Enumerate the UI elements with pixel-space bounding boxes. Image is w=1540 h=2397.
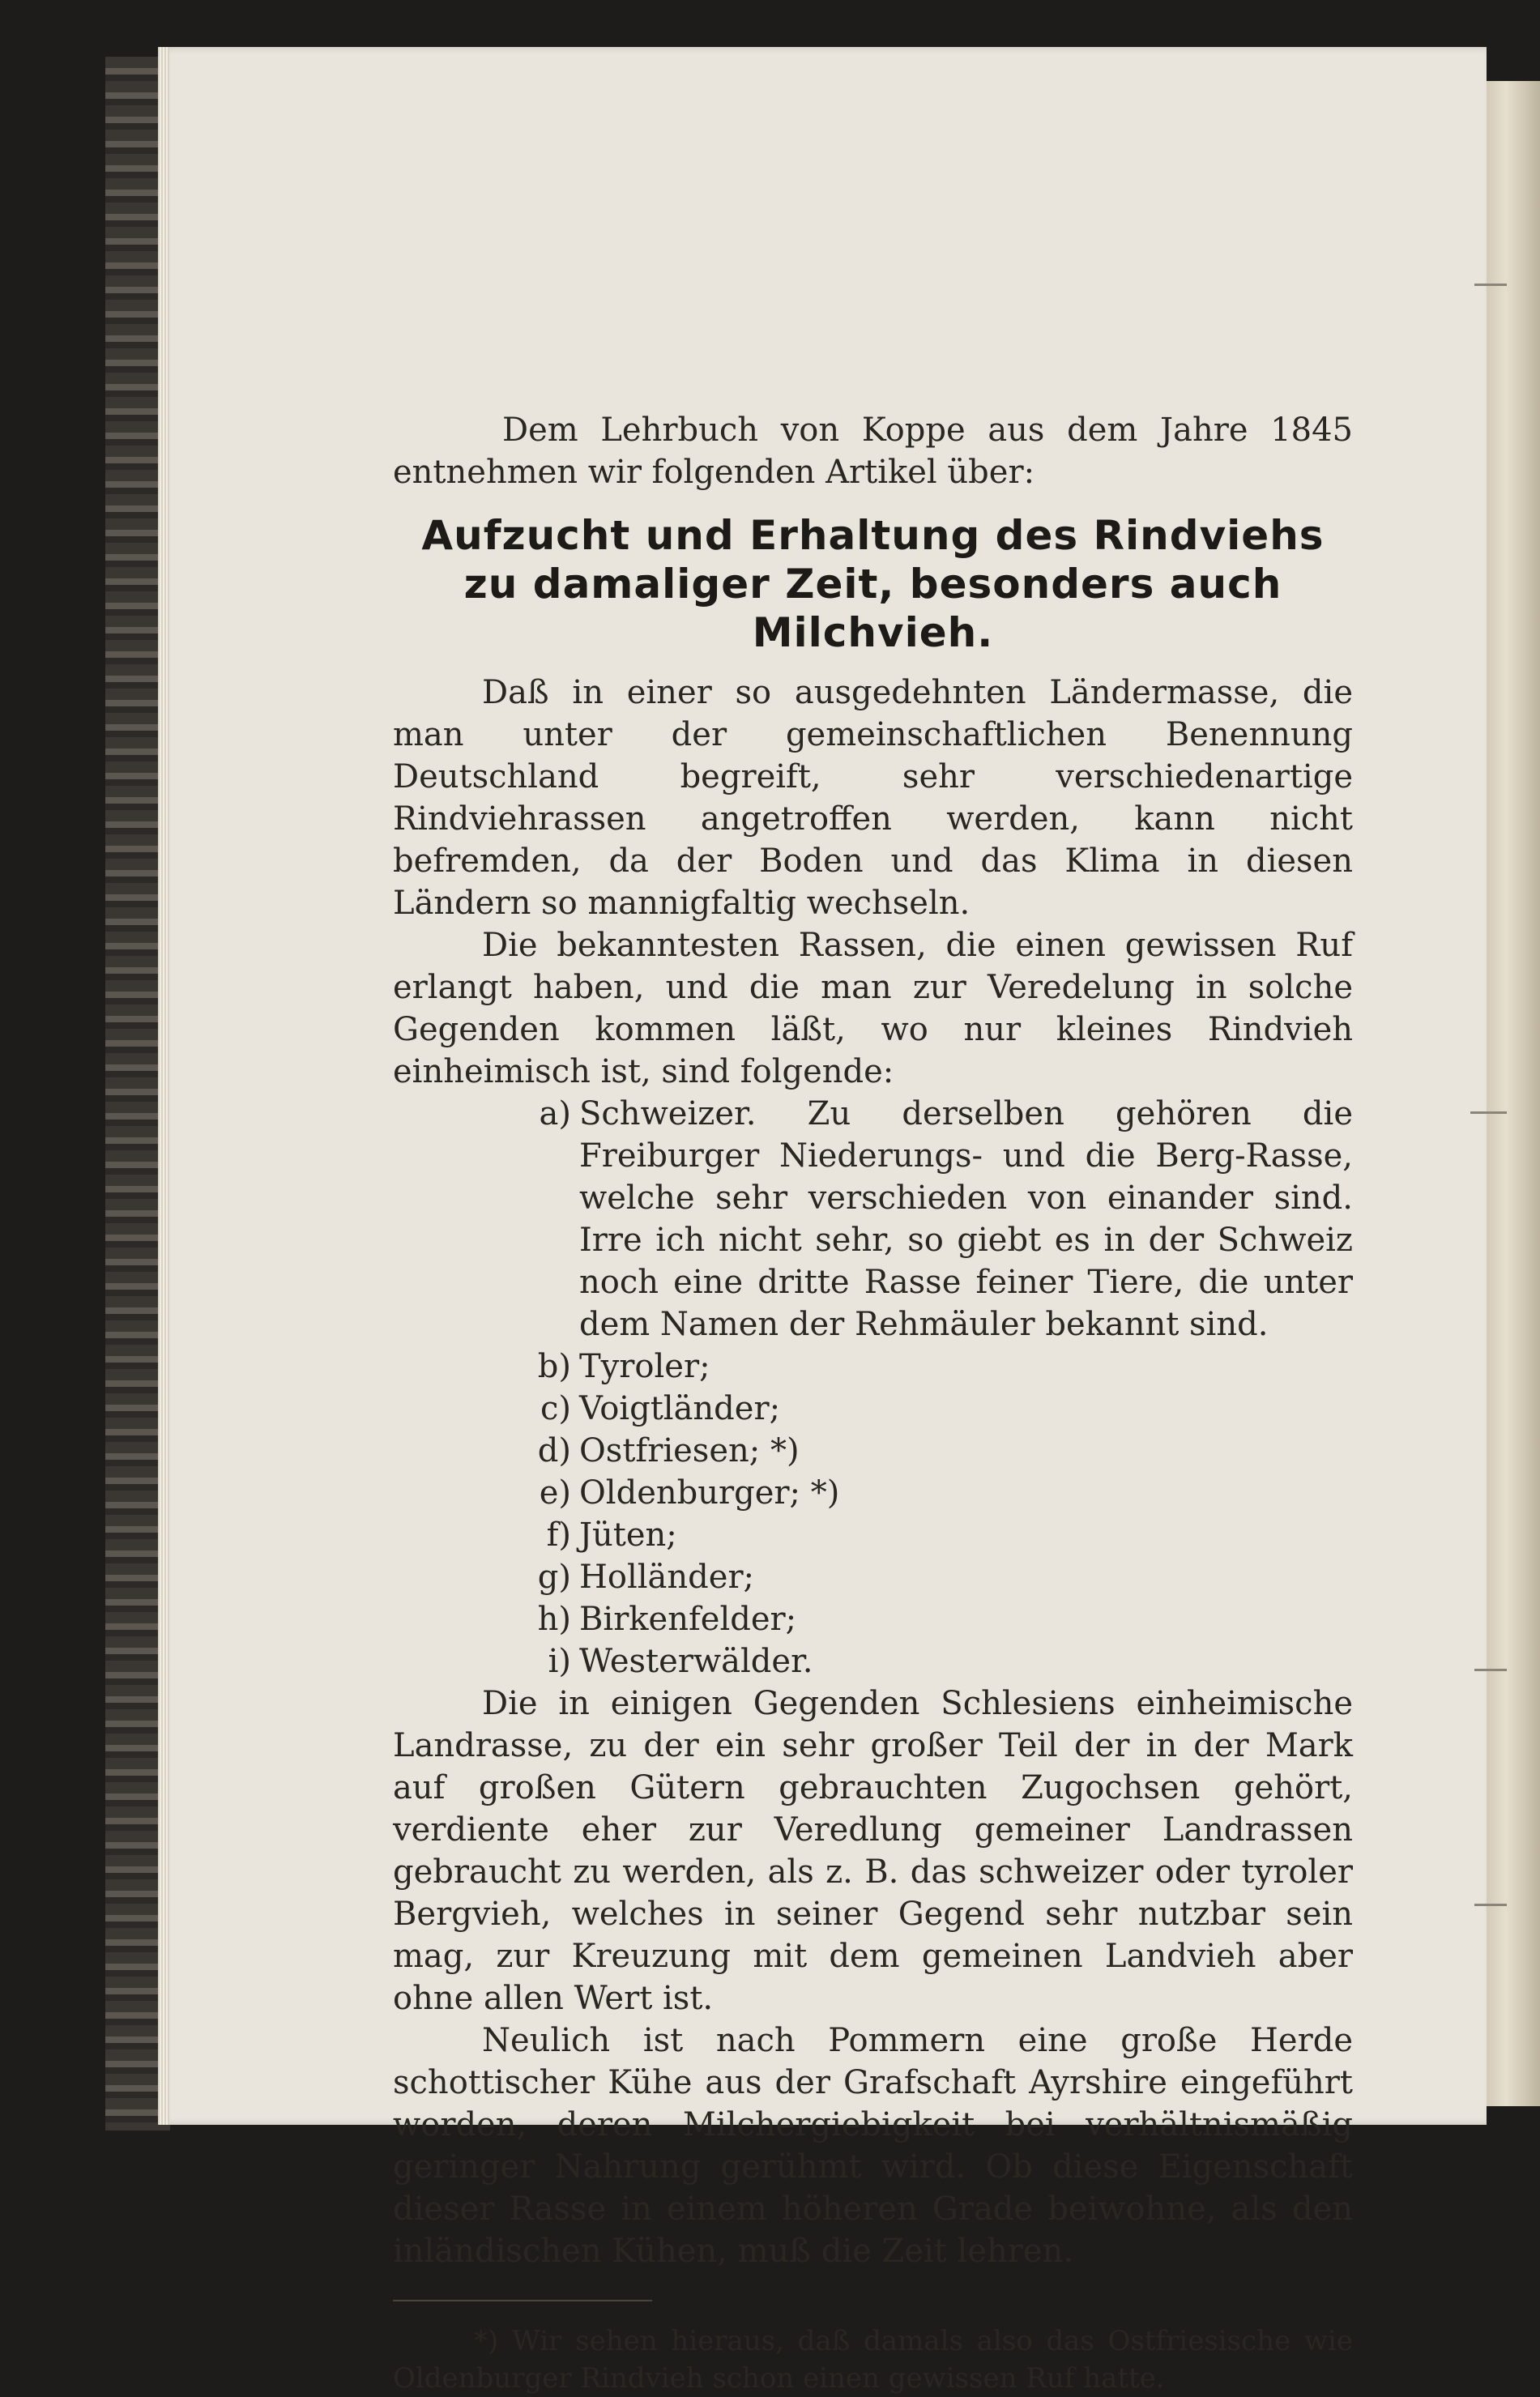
list-item: [529, 1388, 1353, 1430]
page-stack-edge: [158, 47, 169, 2125]
list-text: Schweizer. Zu derselben gehören die Freiburger Niederungs- und die Berg-Rasse, welche sehr verschieden von einander sind. Irre ich nicht sehr, so giebt es in der Schweiz noch eine dritte Rasse feiner Tiere, die unter dem Namen der Rehmäuler bekannt sind.: [579, 1095, 1353, 1343]
list-text: Holländer;: [579, 1559, 755, 1596]
list-marker: h): [537, 1601, 571, 1638]
list-text: Oldenburger; *): [579, 1474, 840, 1512]
list-item: [529, 1556, 1353, 1598]
list-text: Westerwälder.: [579, 1643, 813, 1680]
page-marker-4: [1474, 1904, 1507, 1906]
list-item: [529, 1640, 1353, 1683]
list-text: Voigtländer;: [579, 1390, 781, 1427]
body-paragraph: Die bekanntesten Rassen, die einen gewissen Ruf erlangt haben, und die man zur Veredelung in solche Gegenden kommen läßt, wo nur kleines Rindvieh einheimisch ist, sind folgende:: [393, 927, 1353, 1090]
list-item: [529, 1346, 1353, 1388]
page-marker-2: [1470, 1111, 1507, 1114]
list-marker: a): [539, 1095, 571, 1132]
list-text: Tyroler;: [579, 1348, 710, 1385]
article-heading: Aufzucht und Erhaltung des Rindviehs zu damaliger Zeit, besonders auch Milchvieh.: [421, 512, 1325, 656]
page-text: [393, 409, 1353, 2397]
list-marker: c): [540, 1390, 571, 1427]
list-marker: g): [537, 1559, 571, 1596]
list-text: Jüten;: [579, 1516, 677, 1554]
list-item: [529, 1472, 1353, 1514]
list-marker: d): [537, 1432, 571, 1469]
list-item: [529, 1430, 1353, 1472]
list-text: Birkenfelder;: [579, 1601, 797, 1638]
list-text: Ostfriesen; *): [579, 1432, 800, 1469]
list-marker: e): [539, 1474, 571, 1512]
list-item: [529, 1093, 1353, 1346]
page-marker-1: [1474, 284, 1507, 286]
body-paragraph: Die in einigen Gegenden Schlesiens einheimische Landrasse, zu der ein sehr großer Teil der in der Mark auf großen Gütern gebrauchten Zugochsen gehört, verdiente eher zur Veredlung gemeiner Landrassen gebraucht zu werden, als z. B. das schweizer oder tyroler Bergvieh, welches in seiner Gegend sehr nutzbar sein mag, zur Kreuzung mit dem gemeinen Landvieh aber ohne allen Wert ist.: [393, 1685, 1353, 2017]
intro-paragraph: Dem Lehrbuch von Koppe aus dem Jahre 1845 entnehmen wir folgenden Artikel über:: [393, 412, 1353, 491]
list-marker: f): [546, 1516, 571, 1554]
page-marker-3: [1474, 1669, 1507, 1671]
list-item: [529, 1598, 1353, 1640]
list-marker: b): [537, 1348, 571, 1385]
facing-page-edge: [1482, 81, 1540, 2106]
footnote-divider: [393, 2300, 652, 2301]
breed-list: [393, 1093, 1353, 1683]
list-item: [529, 1514, 1353, 1556]
body-paragraph: Daß in einer so ausgedehnten Ländermasse, die man unter der gemeinschaftlichen Benennung Deutschland begreift, sehr verschiedenartige Rindviehrassen angetroffen werden, kann nicht befremden, da der Boden und das Klima in diesen Ländern so mannigfaltig wechseln.: [393, 674, 1353, 922]
list-marker: i): [548, 1643, 571, 1680]
body-paragraph: Neulich ist nach Pommern eine große Herde schottischer Kühe aus der Grafschaft Ayrshire eingeführt worden, deren Milchergiebigkeit bei verhältnismäßig geringer Nahrung gerühmt wird. Ob diese Eigenschaft dieser Rasse in einem höheren Grade beiwohne, als den inländischen Kühen, muß die Zeit lehren.: [393, 2022, 1353, 2270]
footnote: *) Wir sehen hieraus, daß damals also das Ostfriesische wie Oldenburger Rindvieh schon einen gewissen Ruf hatte.: [393, 2325, 1353, 2395]
